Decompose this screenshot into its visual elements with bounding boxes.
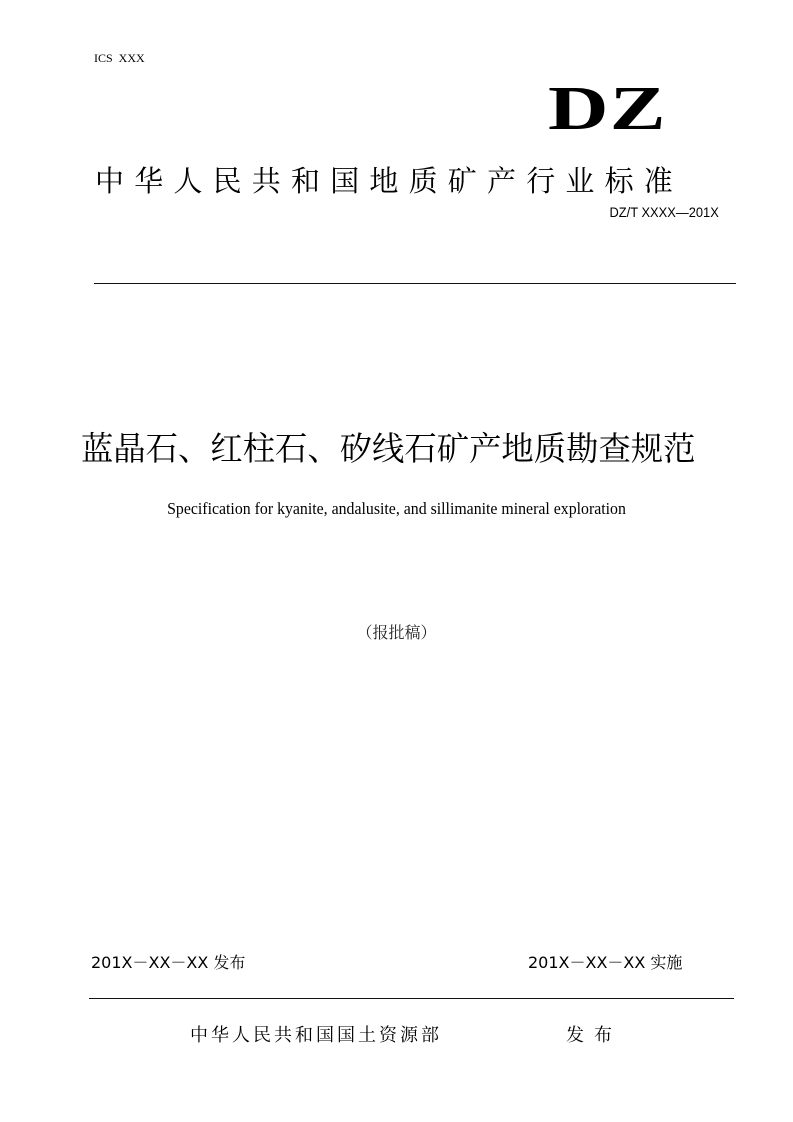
issue-action-label: 发布 <box>566 1025 622 1046</box>
standard-category-title: 中华人民共和国地质矿产行业标准 <box>95 164 684 198</box>
footer-divider <box>89 998 734 999</box>
document-title-en: Specification for kyanite, andalusite, and sillimanite mineral exploration <box>167 499 626 518</box>
dz-logo: DZ <box>548 75 667 143</box>
ics-code: ICS XXX <box>94 51 145 65</box>
standard-code: DZ/T XXXX—201X <box>609 204 719 220</box>
issuing-authority: 中华人民共和国国土资源部 <box>190 1025 442 1046</box>
document-title-cn: 蓝晶石、红柱石、矽线石矿产地质勘查规范 <box>81 429 696 468</box>
implementation-date: 201X－XX－XX 实施 <box>528 953 683 972</box>
header-divider <box>94 283 736 284</box>
issue-date: 201X－XX－XX 发布 <box>91 953 246 972</box>
draft-status: （报批稿） <box>356 623 437 642</box>
